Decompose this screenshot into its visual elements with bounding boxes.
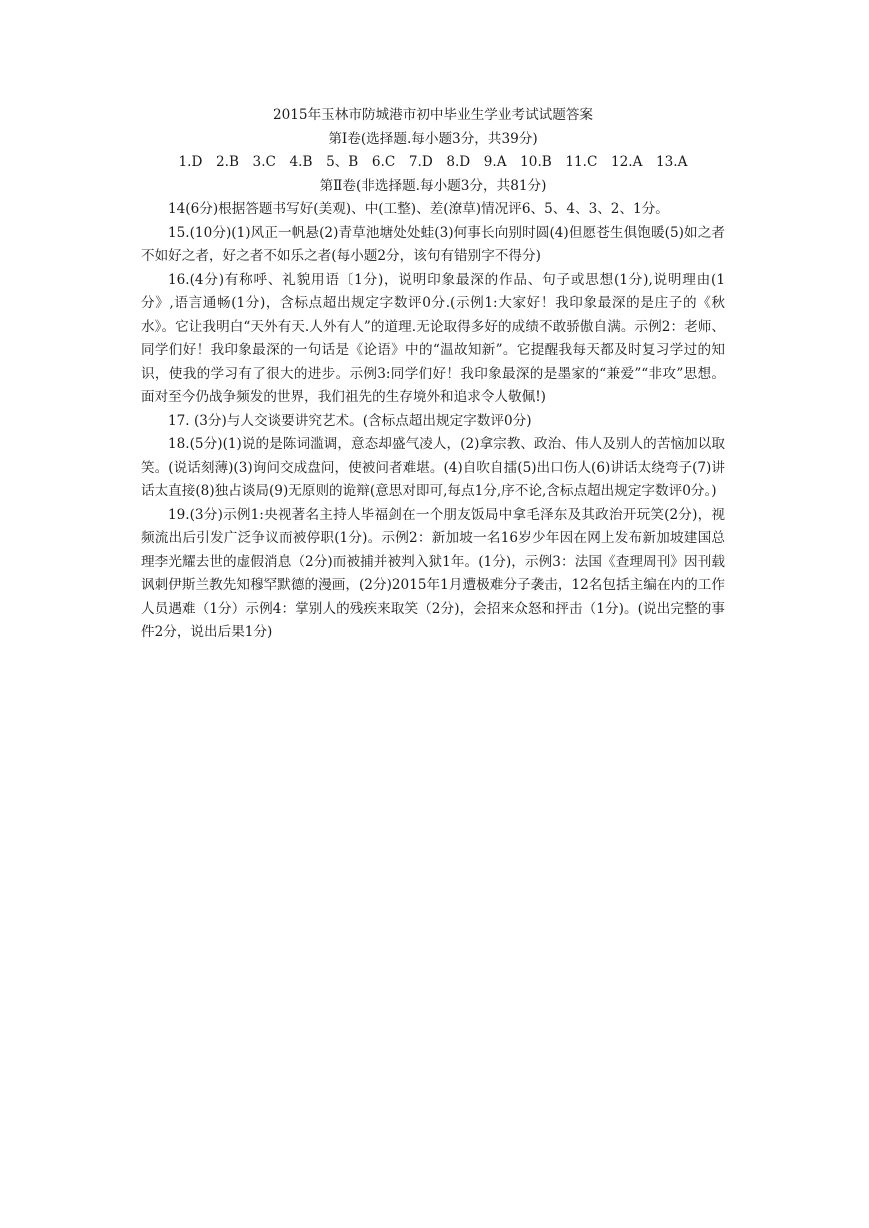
answer-q17: 17. (3分)与人交谈要讲究艺术。(含标点超出规定字数评0分) bbox=[168, 412, 532, 429]
answer-key-body bbox=[141, 104, 725, 645]
section-2-heading: 第Ⅱ卷(非选择题.每小题3分，共81分) bbox=[319, 177, 547, 194]
answer-q16: 16.(4分)有称呼、礼貌用语〔1分)，说明印象最深的作品、句子或思想(1分),说明理由(1分》,语言通畅(1分)，含标点超出规定字数评0分.(示例1:大家好！我印象最深的是庄子的《秋水》。它让我明白“天外有天.人外有人”的道理.无论取得多好的成绩不敢骄傲自满。示例2：老师、同学们好！我印象最深的一句话是《论语》中的“温故知新”。它提醒我每天都及时复习学过的知识，使我的学习有了很大的进步。示例3:同学们好！我印象最深的是墨家的“兼爱”“非攻”思想。面对至今仍战争频发的世界，我们祖先的生存境外和追求令人敬佩!) bbox=[141, 271, 725, 405]
answer-q18: 18.(5分)(1)说的是陈词滥调，意态却盛气凌人，(2)拿宗教、政治、伟人及别人的苦恼加以取笑。(说话刻薄)(3)询问交成盘问，使被问者难堪。(4)自吹自擂(5)出口伤人(6)讲话太绕弯子(7)讲话太直接(8)独占谈局(9)无原则的诡辩(意思对即可,每点1分,序不论,含标点超出规定字数评0分。) bbox=[141, 436, 725, 499]
answer-q15: 15.(10分)(1)风正一帆悬(2)青草池塘处处蛙(3)何事长向别时圆(4)但愿苍生俱饱暖(5)如之者不如好之者，好之者不如乐之者(每小题2分，该句有错别字不得分) bbox=[141, 224, 725, 264]
answer-q19: 19.(3分)示例1:央视著名主持人毕福剑在一个朋友饭局中拿毛泽东及其政治开玩笑(2分)，视频流出后引发广泛争议而被停职(1分)。示例2：新加坡一名16岁少年因在网上发布新加坡建国总理李光耀去世的虚假消息（2分)而被捕并被判入狱1年。(1分)，示例3：法国《查理周刊》因刊载讽刺伊斯兰教先知穆罕默德的漫画，(2分)2015年1月遭极难分子袭击，12名包括主编在内的工作人员遇难（1分）示例4：掌别人的残疾来取笑（2分)，会招来众怒和抨击（1分)。(说出完整的事件2分，说出后果1分) bbox=[141, 506, 725, 640]
document-title: 2015年玉林市防城港市初中毕业生学业考试试题答案 bbox=[272, 107, 594, 123]
multiple-choice-answers: 1.D 2.B 3.C 4.B 5、B 6.C 7.D 8.D 9.A 10.B 11.C 12.A 13.A bbox=[178, 154, 688, 170]
section-1-heading: 第Ⅰ卷(选择题.每小题3分，共39分) bbox=[328, 130, 538, 147]
answer-q14: 14(6分)根据答题书写好(美观)、中(工整)、差(潦草)情况评6、5、4、3、2、1分。 bbox=[168, 201, 669, 217]
